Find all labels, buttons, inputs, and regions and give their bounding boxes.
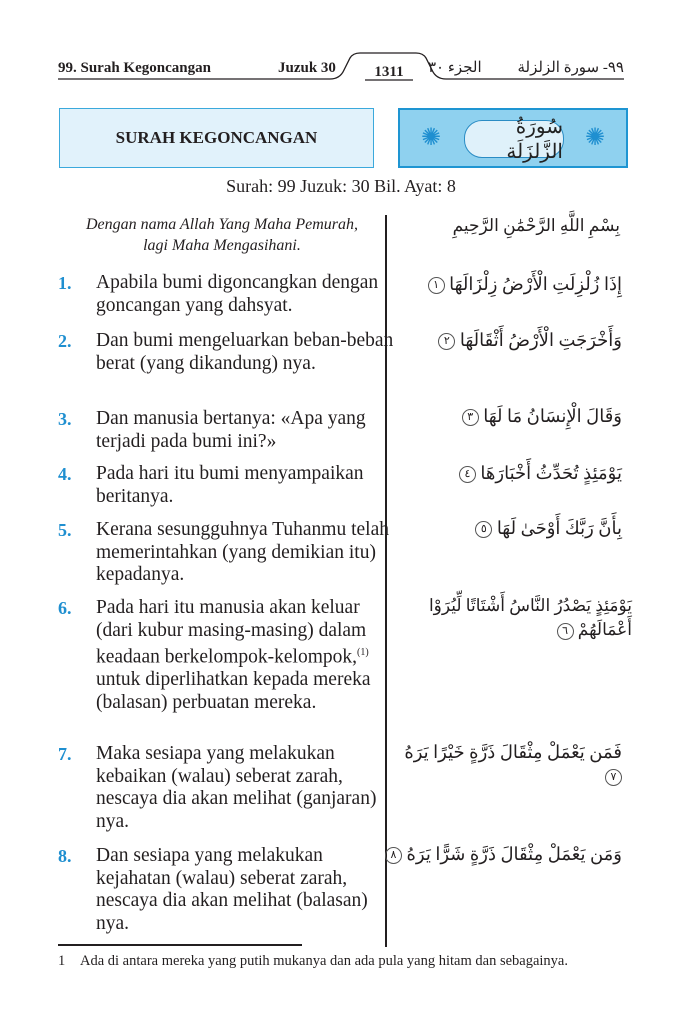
verse-number: 5. bbox=[58, 520, 72, 540]
header-juz-label: Juzuk 30 bbox=[278, 60, 336, 76]
arabic-title-ornament bbox=[398, 108, 628, 168]
verse-text: Pada hari itu bumi menyampaikan beritanya. bbox=[96, 463, 364, 507]
ayah-end-icon: ٢ bbox=[438, 333, 455, 350]
ayah-end-icon: ٧ bbox=[605, 769, 622, 786]
verse-7-arabic: فَمَن يَعْمَلْ مِثْقَالَ ذَرَّةٍ خَيْرًا يَرَهُ ٧ bbox=[382, 740, 622, 788]
surah-title: SURAH KEGONCANGAN bbox=[115, 128, 318, 147]
verse-number: 8. bbox=[58, 846, 72, 866]
ayah-end-icon: ٣ bbox=[462, 409, 479, 426]
verse-text: Dan sesiapa yang melakukan kejahatan (walau) seberat zarah, nescaya dia akan melihat (balasan) nya. bbox=[96, 845, 368, 934]
surah-info: Surah: 99 Juzuk: 30 Bil. Ayat: 8 bbox=[226, 176, 456, 196]
page-header bbox=[58, 52, 624, 82]
verse-text: Dan bumi mengeluarkan beban-beban berat (yang dikandung) nya. bbox=[96, 330, 394, 374]
ayah-end-icon: ٦ bbox=[557, 623, 574, 640]
verse-number: 1. bbox=[58, 273, 72, 293]
verse-number: 6. bbox=[58, 598, 72, 618]
verse-2-arabic: وَأَخْرَجَتِ الْأَرْضُ أَثْقَالَهَا ٢ bbox=[382, 328, 622, 352]
footnote-separator bbox=[58, 944, 302, 946]
verse-8-arabic: وَمَن يَعْمَلْ مِثْقَالَ ذَرَّةٍ شَرًّا يَرَهُ ٨ bbox=[382, 842, 622, 866]
verse-text: Dan manusia bertanya: «Apa yang terjadi pada bumi ini?» bbox=[96, 408, 366, 452]
ayah-end-icon: ١ bbox=[428, 277, 445, 294]
footnote-text: Ada di antara mereka yang putih mukanya dan ada pula yang hitam dan sebagainya. bbox=[80, 953, 568, 969]
verse-text: Kerana sesungguhnya Tuhanmu telah memerintahkan (yang demikian itu) kepadanya. bbox=[96, 519, 389, 585]
footnote-ref[interactable]: (1) bbox=[357, 647, 369, 658]
ayah-end-icon: ٤ bbox=[459, 466, 476, 483]
footnote bbox=[58, 953, 638, 970]
basmala-arabic: بِسْمِ اللَّهِ الرَّحْمَٰنِ الرَّحِيمِ bbox=[452, 216, 620, 235]
footnote-number: 1 bbox=[58, 953, 66, 969]
verse-number: 7. bbox=[58, 744, 72, 764]
verse-text: Apabila bumi digoncangkan dengan goncangan yang dahsyat. bbox=[96, 272, 379, 316]
surah-title-box bbox=[59, 108, 374, 168]
arabic-title: سُورَةُ الزَّلزَلَة bbox=[464, 120, 564, 158]
verse-5-arabic: بِأَنَّ رَبَّكَ أَوْحَىٰ لَهَا ٥ bbox=[382, 516, 622, 540]
verse-number: 4. bbox=[58, 464, 72, 484]
verse-6-arabic: يَوْمَئِذٍ يَصْدُرُ النَّاسُ أَشْتَاتًا لِّيُرَوْا أَعْمَالَهُمْ ٦ bbox=[428, 596, 632, 639]
verse-text: Pada hari itu manusia akan keluar (dari kubur masing-masing) dalam keadaan berkelompok-kelompok,$^{(1)}$ untuk diperlihatkan kepada mereka (balasan) perbuatan mereka. bbox=[96, 597, 371, 713]
header-surah-label: 99. Surah Kegoncangan bbox=[58, 60, 211, 76]
verse-3-arabic: وَقَالَ الْإِنسَانُ مَا لَهَا ٣ bbox=[382, 404, 622, 428]
star-ornament-icon: ✺ bbox=[420, 125, 442, 151]
star-ornament-icon: ✺ bbox=[584, 125, 606, 151]
verse-number: 3. bbox=[58, 409, 72, 429]
header-surah-arabic: ٩٩- سورة الزلزلة bbox=[517, 60, 624, 76]
header-juz-arabic: الجزء ٣٠ bbox=[428, 60, 482, 76]
verse-4-arabic: يَوْمَئِذٍ تُحَدِّثُ أَخْبَارَهَا ٤ bbox=[382, 461, 622, 485]
verse-text: Maka sesiapa yang melakukan kebaikan (walau) seberat zarah, nescaya dia akan melihat (ganjaran) nya. bbox=[96, 743, 377, 832]
verse-number: 2. bbox=[58, 331, 72, 351]
basmala-translation: Dengan nama Allah Yang Maha Pemurah, lagi Maha Mengasihani. bbox=[86, 216, 358, 254]
page-number: 1311 bbox=[374, 64, 404, 80]
ayah-end-icon: ٥ bbox=[475, 521, 492, 538]
ayah-end-icon: ٨ bbox=[385, 847, 402, 864]
verse-1-arabic: إِذَا زُلْزِلَتِ الْأَرْضُ زِلْزَالَهَا ١ bbox=[382, 272, 622, 296]
